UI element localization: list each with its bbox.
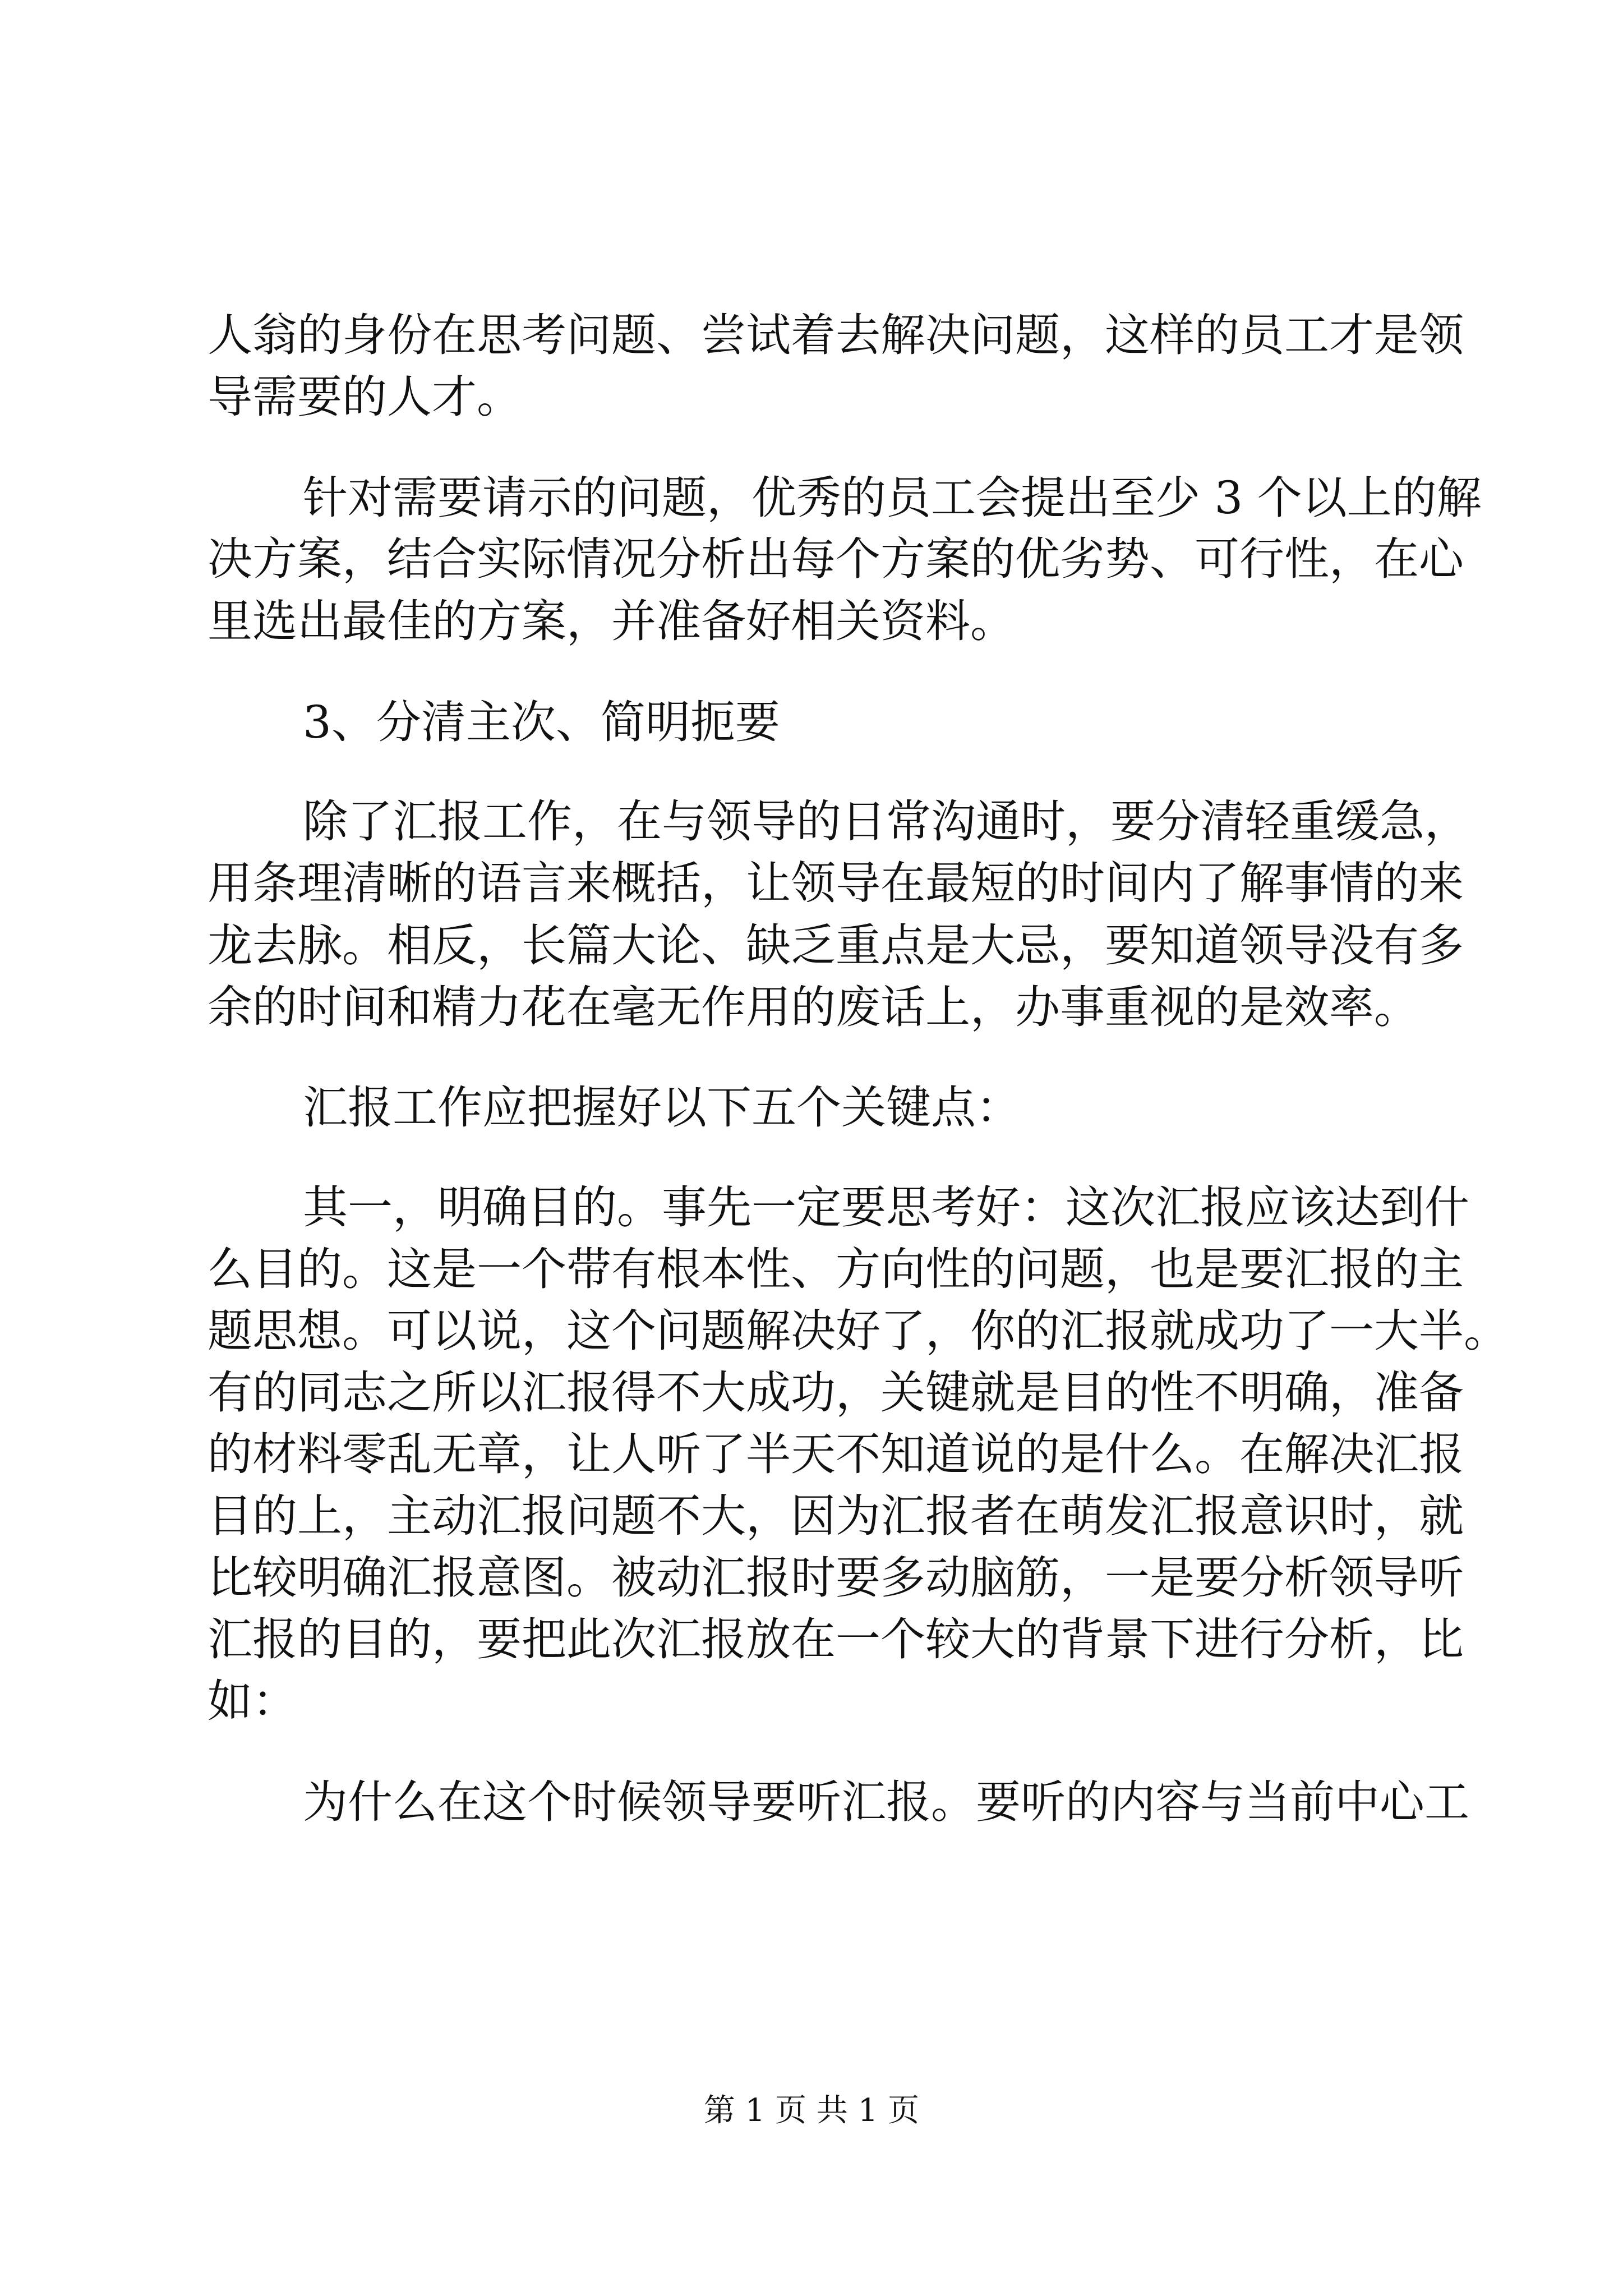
text-line: 除了汇报工作，在与领导的日常沟通时，要分清轻重缓急， bbox=[303, 795, 1469, 848]
text-line: 余的时间和精力花在毫无作用的废话上，办事重视的是效率。 bbox=[208, 981, 1419, 1033]
text-line: 导需要的人才。 bbox=[208, 371, 522, 423]
text-line: 如： bbox=[208, 1675, 297, 1727]
text-line: 么目的。这是一个带有根本性、方向性的问题，也是要汇报的主 bbox=[208, 1243, 1464, 1295]
text-line: 决方案，结合实际情况分析出每个方案的优劣势、可行性，在心 bbox=[208, 533, 1464, 585]
text-line: 汇报工作应把握好以下五个关键点： bbox=[303, 1082, 1021, 1134]
text-line: 有的同志之所以汇报得不大成功，关键就是目的性不明确，准备 bbox=[208, 1366, 1464, 1419]
text-line: 人翁的身份在思考问题、尝试着去解决问题，这样的员工才是领 bbox=[208, 309, 1464, 361]
text-line: 为什么在这个时候领导要听汇报。要听的内容与当前中心工 bbox=[303, 1776, 1469, 1828]
text-line: 龙去脉。相反，长篇大论、缺乏重点是大忌，要知道领导没有多 bbox=[208, 919, 1464, 972]
text-line: 目的上，主动汇报问题不大，因为汇报者在萌发汇报意识时，就 bbox=[208, 1490, 1464, 1542]
text-line: 的材料零乱无章，让人听了半天不知道说的是什么。在解决汇报 bbox=[208, 1428, 1464, 1480]
text-line: 其一，明确目的。事先一定要思考好：这次汇报应该达到什 bbox=[303, 1181, 1469, 1234]
section-heading: 3、分清主次、简明扼要 bbox=[303, 696, 780, 748]
text-line: 比较明确汇报意图。被动汇报时要多动脑筋，一是要分析领导听 bbox=[208, 1552, 1464, 1604]
text-line: 里选出最佳的方案，并准备好相关资料。 bbox=[208, 595, 1015, 647]
page-number-footer: 第 1 页 共 1 页 bbox=[703, 2092, 920, 2129]
text-line: 汇报的目的，要把此次汇报放在一个较大的背景下进行分析，比 bbox=[208, 1613, 1464, 1665]
text-line: 用条理清晰的语言来概括，让领导在最短的时间内了解事情的来 bbox=[208, 857, 1464, 909]
text-line: 针对需要请示的问题，优秀的员工会提出至少 3 个以上的解 bbox=[303, 472, 1482, 524]
text-line: 题思想。可以说，这个问题解决好了，你的汇报就成功了一大半。 bbox=[208, 1305, 1509, 1357]
